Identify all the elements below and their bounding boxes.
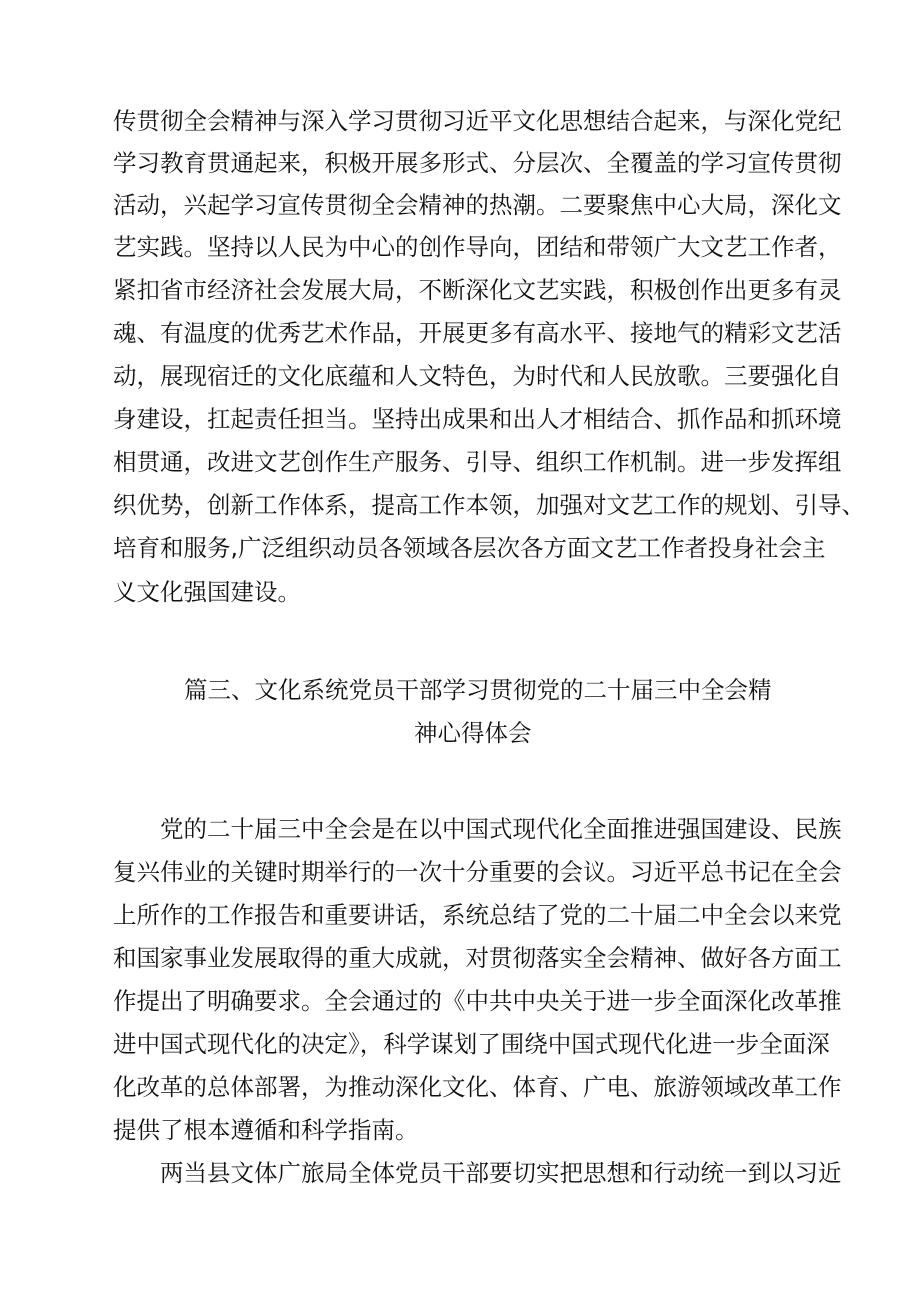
paragraph-line: 培育和服务,广泛组织动员各领域各层次各方面文艺工作者投身社会主 [113, 534, 826, 562]
paragraph-line: 动，展现宿迁的文化底蕴和人文特色，为时代和人民放歌。三要强化自 [113, 362, 842, 390]
paragraph-line: 两当县文体广旅局全体党员干部要切实把思想和行动统一到以习近 [160, 1159, 842, 1187]
paragraph-line: 身建设，扛起责任担当。坚持出成果和出人才相结合、抓作品和抓环境 [113, 405, 842, 433]
paragraph-line: 活动，兴起学习宣传贯彻全会精神的热潮。二要聚焦中心大局，深化文 [113, 191, 842, 219]
paragraph-line: 传贯彻全会精神与深入学习贯彻习近平文化思想结合起来，与深化党纪 [113, 107, 842, 135]
paragraph-line: 和国家事业发展取得的重大成就，对贯彻落实全会精神、做好各方面工 [113, 944, 842, 972]
paragraph-line: 作提出了明确要求。全会通过的《中共中央关于进一步全面深化改革推 [113, 987, 842, 1015]
paragraph-line: 上所作的工作报告和重要讲话，系统总结了党的二十届二中全会以来党 [113, 901, 842, 929]
paragraph-line: 化改革的总体部署，为推动深化文化、体育、广电、旅游领域改革工作 [113, 1073, 842, 1101]
paragraph-line: 魂、有温度的优秀艺术作品，开展更多有高水平、接地气的精彩文艺活 [113, 319, 842, 347]
paragraph-line: 进中国式现代化的决定》，科学谋划了围绕中国式现代化进一步全面深 [113, 1030, 830, 1058]
paragraph-line: 紧扣省市经济社会发展大局，不断深化文艺实践，积极创作出更多有灵 [113, 276, 842, 304]
section-title-line-1: 篇三、文化系统党员干部学习贯彻党的二十届三中全会精 [184, 676, 772, 704]
paragraph-line: 相贯通，改进文艺创作生产服务、引导、组织工作机制。进一步发挥组 [113, 448, 842, 476]
paragraph-line: 艺实践。坚持以人民为中心的创作导向，团结和带领广大文艺工作者， [113, 233, 842, 261]
section-title-line-2: 神心得体会 [414, 719, 532, 747]
paragraph-line: 提供了根本遵循和科学指南。 [113, 1116, 419, 1144]
paragraph-line: 党的二十届三中全会是在以中国式现代化全面推进强国建设、民族 [160, 815, 842, 843]
paragraph-line: 织优势，创新工作体系，提高工作本领，加强对文艺工作的规划、引导、 [113, 491, 865, 519]
paragraph-line: 学习教育贯通起来，积极开展多形式、分层次、全覆盖的学习宣传贯彻 [113, 149, 842, 177]
paragraph-line: 复兴伟业的关键时期举行的一次十分重要的会议。习近平总书记在全会 [113, 858, 842, 886]
paragraph-line: 义文化强国建设。 [113, 578, 301, 606]
